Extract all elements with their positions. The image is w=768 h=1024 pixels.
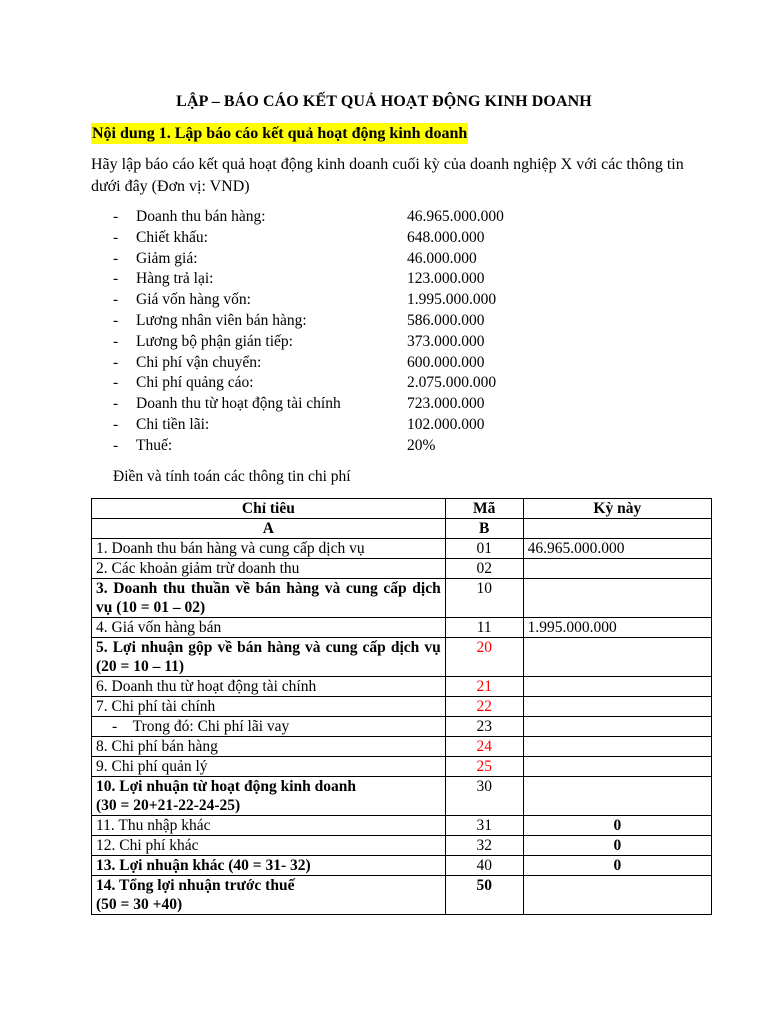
table-row xyxy=(92,697,712,717)
table-row xyxy=(92,717,712,737)
row-label: 5. Lợi nhuận gộp về bán hàng và cung cấp dịch vụ (20 = 10 – 11) xyxy=(92,638,446,677)
row-code: 20 xyxy=(445,638,523,677)
item-label: Doanh thu bán hàng: xyxy=(136,208,266,225)
row-code: 30 xyxy=(445,777,523,816)
item-label: Chi phí quảng cáo: xyxy=(136,374,254,392)
table-row xyxy=(92,757,712,777)
row-value[interactable] xyxy=(523,717,711,737)
row-value[interactable] xyxy=(523,876,711,915)
row-value[interactable] xyxy=(523,559,711,579)
row-code: 10 xyxy=(445,579,523,618)
row-value[interactable]: 0 xyxy=(523,856,711,876)
item-label: Chi phí vận chuyển: xyxy=(136,353,262,371)
table-row xyxy=(92,618,712,638)
item-value: 586.000.000 xyxy=(407,311,485,329)
row-label: 4. Giá vốn hàng bán xyxy=(92,618,446,638)
table-row xyxy=(92,638,712,677)
row-label: 1. Doanh thu bán hàng và cung cấp dịch vụ xyxy=(92,539,446,559)
subheader-a: A xyxy=(92,519,446,539)
table-row xyxy=(92,559,712,579)
item-label: Doanh thu từ hoạt động tài chính xyxy=(136,395,341,413)
row-label: 2. Các khoản giảm trừ doanh thu xyxy=(92,559,446,579)
item-label: Thuế: xyxy=(136,436,173,454)
row-label: 9. Chi phí quản lý xyxy=(92,757,446,777)
document-page: LẬP – BÁO CÁO KẾT QUẢ HOẠT ĐỘNG KINH DOANH Nội dung 1. Lập báo cáo kết quả hoạt động kinh doanh Hãy lập báo cáo kết quả hoạt động kinh doanh cuối kỳ của doanh nghiệp X với các thông tin dưới đây (Đơn vị: VND) - Doanh thu bán hàng: 46.965.000.000 - Chiết khấu: 648.000.000 - Giảm giá: 46.000.000 - Hàng trả lại: 123.000.000 - Giá vốn hàng vốn: 1.995.000.000 - Lương nhân viên bán hàng: 586.000.000 - Lương bộ phận gián tiếp: 373.000.000 - Chi phí vận chuyển: 600.000.000 - Chi phí quảng cáo: 2.075.000.000 - Doanh thu từ hoạt động tài chính 723.000.000 - Chi tiền lãi: 102.000.000 - Thuế: 20% Điền và tính toán các thông tin chi phí Chỉ tiêu Mã Kỳ này A B 1. Doanh thu bán hàng và cung cấp dịch vụ 01 46.965.000.000 2. Các khoản giảm trừ doanh thu 02 3. Doanh thu thuần về bán hàng và cung cấp dịch vụ (10 = 01 – 02) 10 4. Giá vốn hàng bán 11 1.995.000.000 5. Lợi nhuận gộp về bán hàng và cung cấp dịch vụ (20 = 10 – 11) 20 6. Doanh thu từ hoạt động tài chính 21 7. Chi phí tài chính 22 - Trong đó: Chi phí lãi vay 23 8. Chi phí bán hàng 24 9. Chi phí quản lý 25 10. Lợi nhuận từ hoạt động kinh doanh (30 = 20+21-22-24-25) 30 11. Thu nhập khác 31 0 12. Chi phí khác 32 0 13. Lợi nhuận khác (40 = 31- 32) 40 0 14. Tổng lợi nhuận trước thuế (50 = 30 +40) 50 xyxy=(0,0,768,1024)
table-row xyxy=(92,876,712,915)
row-label: - Trong đó: Chi phí lãi vay xyxy=(92,717,446,737)
subheader-empty xyxy=(523,519,711,539)
row-value[interactable] xyxy=(523,638,711,677)
row-value[interactable]: 46.965.000.000 xyxy=(523,539,711,559)
row-label: 7. Chi phí tài chính xyxy=(92,697,446,717)
row-code: 21 xyxy=(445,677,523,697)
item-label: Chiết khấu: xyxy=(136,228,208,246)
document-title: LẬP – BÁO CÁO KẾT QUẢ HOẠT ĐỘNG KINH DOANH xyxy=(176,93,592,110)
item-value: 600.000.000 xyxy=(407,353,485,371)
row-label: 10. Lợi nhuận từ hoạt động kinh doanh (30 = 20+21-22-24-25) xyxy=(92,777,446,816)
header-ky-nay: Kỳ này xyxy=(523,499,711,519)
instruction-note: Điền và tính toán các thông tin chi phí xyxy=(113,468,351,485)
row-value[interactable] xyxy=(523,777,711,816)
row-code: 23 xyxy=(445,717,523,737)
table-header-row xyxy=(92,499,712,519)
item-label: Hàng trả lại: xyxy=(136,270,214,288)
row-value[interactable] xyxy=(523,697,711,717)
table-row xyxy=(92,539,712,559)
row-label: 13. Lợi nhuận khác (40 = 31- 32) xyxy=(92,856,446,876)
table-row xyxy=(92,856,712,876)
item-value: 20% xyxy=(407,436,436,454)
subheader-b: B xyxy=(445,519,523,539)
row-value[interactable] xyxy=(523,677,711,697)
item-label: Lương bộ phận gián tiếp: xyxy=(136,332,293,350)
intro-paragraph: Hãy lập báo cáo kết quả hoạt động kinh doanh cuối kỳ của doanh nghiệp X với các thông tin dưới đây (Đơn vị: VND) xyxy=(91,156,684,195)
row-value[interactable] xyxy=(523,737,711,757)
table-row xyxy=(92,816,712,836)
item-value: 46.965.000.000 xyxy=(407,208,504,225)
row-value[interactable]: 0 xyxy=(523,816,711,836)
row-label: 12. Chi phí khác xyxy=(92,836,446,856)
row-code: 02 xyxy=(445,559,523,579)
row-code: 01 xyxy=(445,539,523,559)
item-label: Giá vốn hàng vốn: xyxy=(136,291,251,309)
row-value[interactable] xyxy=(523,579,711,618)
table-row xyxy=(92,836,712,856)
row-label: 14. Tổng lợi nhuận trước thuế (50 = 30 +40) xyxy=(92,876,446,915)
table-subheader-row xyxy=(92,519,712,539)
row-label: 8. Chi phí bán hàng xyxy=(92,737,446,757)
table-row xyxy=(92,677,712,697)
item-value: 1.995.000.000 xyxy=(407,291,497,309)
item-value: 648.000.000 xyxy=(407,228,485,246)
table-row xyxy=(92,579,712,618)
item-label: Lương nhân viên bán hàng: xyxy=(136,311,307,329)
row-code: 11 xyxy=(445,618,523,638)
item-value: 123.000.000 xyxy=(407,270,485,288)
row-code: 50 xyxy=(445,876,523,915)
item-label: Giảm giá: xyxy=(136,249,198,267)
income-statement-table xyxy=(91,498,712,915)
header-chi-tieu: Chỉ tiêu xyxy=(92,499,446,519)
section-heading: Nội dung 1. Lập báo cáo kết quả hoạt động kinh doanh xyxy=(92,125,468,142)
row-label: 6. Doanh thu từ hoạt động tài chính xyxy=(92,677,446,697)
row-code: 24 xyxy=(445,737,523,757)
table-row xyxy=(92,777,712,816)
row-code: 31 xyxy=(445,816,523,836)
header-ma: Mã xyxy=(445,499,523,519)
item-value: 723.000.000 xyxy=(407,395,485,413)
table-row xyxy=(92,737,712,757)
item-value: 46.000.000 xyxy=(407,249,477,267)
item-value: 373.000.000 xyxy=(407,332,485,350)
item-value: 102.000.000 xyxy=(407,415,485,433)
row-code: 25 xyxy=(445,757,523,777)
row-code: 22 xyxy=(445,697,523,717)
row-label: 11. Thu nhập khác xyxy=(92,816,446,836)
row-label: 3. Doanh thu thuần về bán hàng và cung cấp dịch vụ (10 = 01 – 02) xyxy=(92,579,446,618)
row-code: 40 xyxy=(445,856,523,876)
row-value[interactable]: 1.995.000.000 xyxy=(523,618,711,638)
row-value[interactable]: 0 xyxy=(523,836,711,856)
row-value[interactable] xyxy=(523,757,711,777)
item-value: 2.075.000.000 xyxy=(407,374,497,392)
row-code: 32 xyxy=(445,836,523,856)
item-label: Chi tiền lãi: xyxy=(136,415,210,433)
